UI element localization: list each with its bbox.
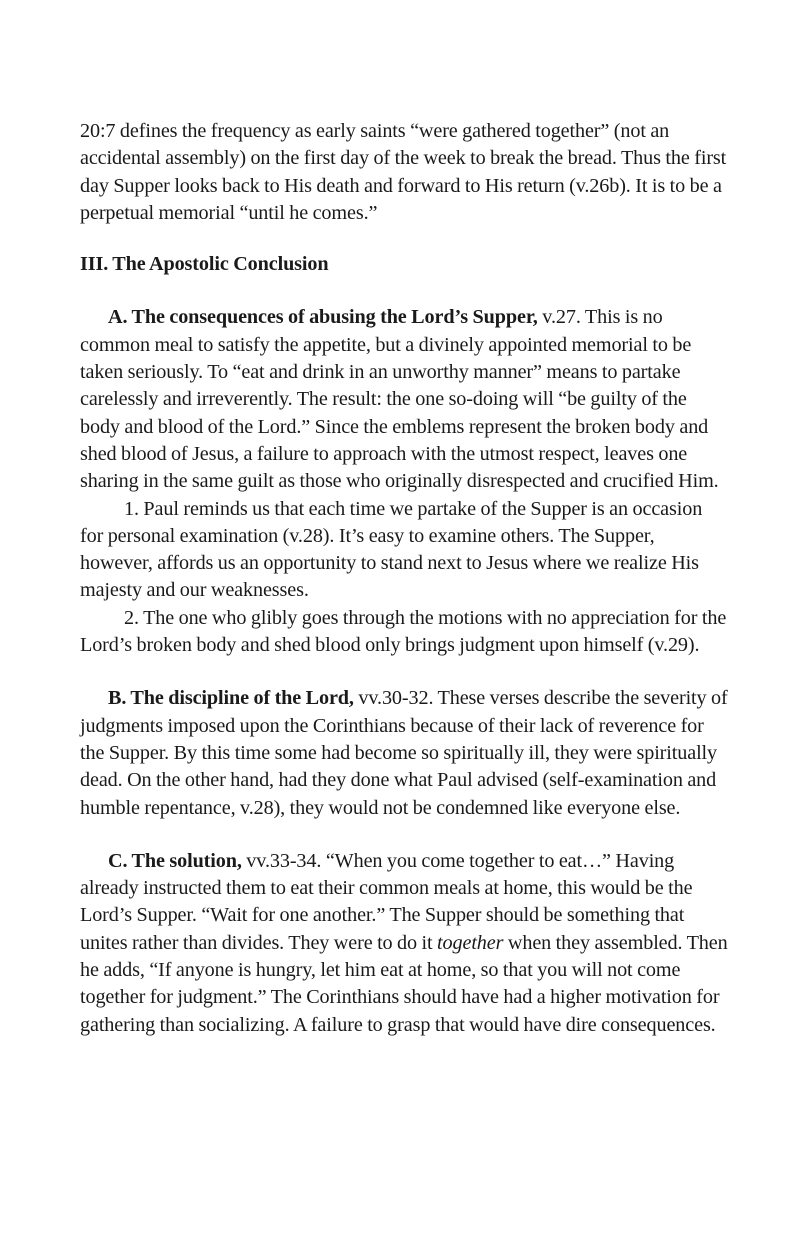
paragraph-point-b bbox=[80, 685, 728, 821]
point-b-body: vv.30-32. These verses describe the severity of judgments imposed upon the Corinthians because of their lack of reverence for the Supper. By this time some had become so spiritually ill, they were spiritually dead. On the other hand, had they done what Paul advised (self-examination and humble repentance, v.28), they would not be condemned like everyone else. bbox=[80, 687, 728, 819]
paragraph-point-a-sub-1: 1. Paul reminds us that each time we partake of the Supper is an occasion for personal examination (v.28). It’s easy to examine others. The Supper, however, affords us an opportunity to stand next to Jesus where we realize His majesty and our weaknesses. bbox=[80, 497, 703, 602]
point-b-lead: B. The discipline of the Lord, bbox=[108, 687, 354, 710]
paragraph-point-c bbox=[80, 848, 728, 1039]
point-c-body-before: vv.33-34. “When you come together to eat…” Having already instructed them to eat their common meals at home, this would be the Lord’s Supper. “Wait for one another.” The Supper should be something that unites rather than divides. They were to do it bbox=[80, 849, 693, 954]
paragraph-point-a bbox=[80, 304, 728, 495]
point-c-body-after: when they assembled. Then he adds, “If anyone is hungry, let him eat at home, so that you will not come together for judgment.” The Corinthians should have had a higher motivation for gathering than socializing. A failure to grasp that would have dire consequences. bbox=[80, 931, 728, 1036]
paragraph-intro: 20:7 defines the frequency as early saints “were gathered together” (not an accidental assembly) on the first day of the week to break the bread. Thus the first day Supper looks back to His death and forward to His return (v.26b). It is to be a perpetual memorial “until he comes.” bbox=[80, 120, 727, 224]
paragraph-point-a-sub-2: 2. The one who glibly goes through the motions with no appreciation for the Lord’s broken body and shed blood only brings judgment upon himself (v.29). bbox=[80, 606, 727, 657]
point-c-italic-word: together bbox=[437, 931, 504, 954]
point-a-lead: A. The consequences of abusing the Lord’s Supper, bbox=[108, 306, 538, 329]
point-c-lead: C. The solution, bbox=[108, 849, 242, 872]
point-a-body: v.27. This is no common meal to satisfy the appetite, but a divinely appointed memorial to be taken seriously. To “eat and drink in an unworthy manner” means to partake carelessly and irreverently. The result: the one so-doing will “be guilty of the body and blood of the Lord.” Since the emblems represent the broken body and shed blood of Jesus, a failure to approach with the utmost respect, leaves one sharing in the same guilt as those who originally disrespected and crucified Him. bbox=[80, 306, 719, 493]
heading-apostolic-conclusion: III. The Apostolic Conclusion bbox=[80, 253, 329, 276]
document-text-column bbox=[80, 118, 728, 1039]
